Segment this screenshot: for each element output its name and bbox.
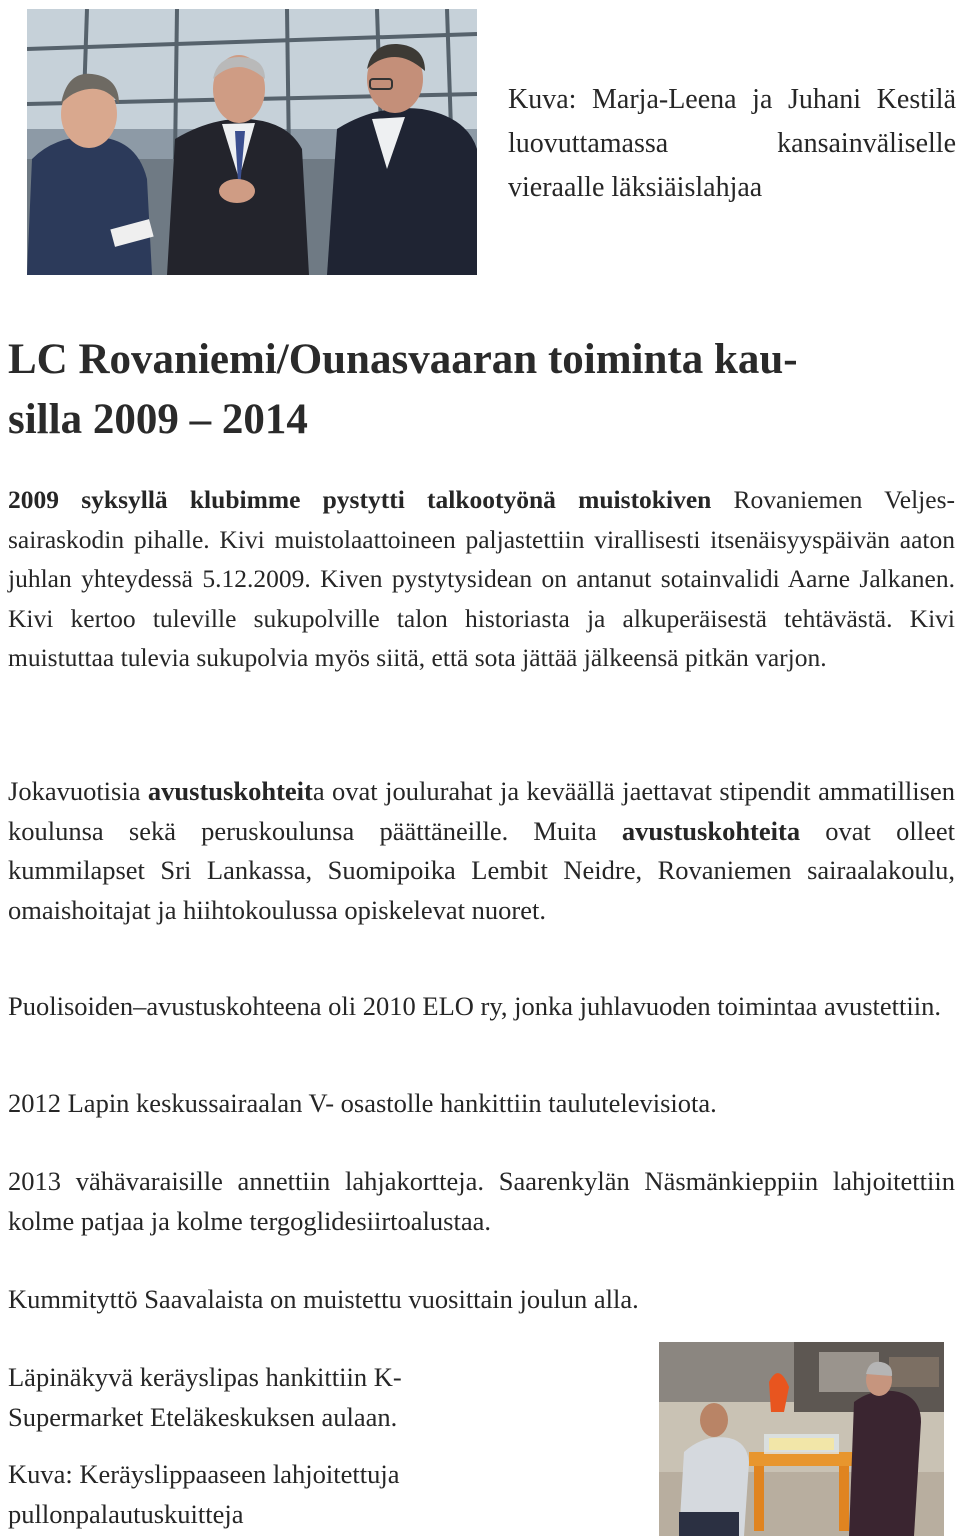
- headline-line-2: silla 2009 – 2014: [8, 396, 308, 443]
- paragraph-collection-box: Läpinäkyvä keräyslipas hankittiin K-Supermarket Eteläkeskuksen aulaan.: [8, 1362, 402, 1432]
- photo-gift-presentation-image: [27, 9, 477, 275]
- photo-gift-presentation: [27, 9, 477, 275]
- donation-bold-1: avustuskohteit: [147, 776, 313, 806]
- photo-collection-box: [659, 1342, 944, 1536]
- paragraph-spouses-donation: Puolisoiden–avustuskohteena oli 2010 ELO ry, jonka juhlavuoden toimintaa avustettiin.: [8, 991, 941, 1021]
- paragraph-2012: 2012 Lapin keskussairaalan V- osastolle hankittiin taulutelevisiota.: [8, 1088, 717, 1118]
- memorial-stone-text: Rovaniemen Veljes-sairaskodin pihalle. Kivi muistolaattoineen paljastettiin virallisesti itsenäisyyspäivän aaton juhlan yhteydessä 5.12.2009. Kiven pystytysidean on antanut sotainvalidi Aarne Jalkanen. Kivi kertoo tuleville sukupolville talon historiasta ja alkuperäisestä tehtävästä. Kivi muistuttaa tulevia sukupolvia myös siitä, että sota jättää jälkeensä pitkän varjon.: [8, 485, 955, 672]
- donation-text-2: a ovat joulurahat ja keväällä jaettavat stipendit ammatillisen koulunsa sekä peruskoulunsa päättäneille. Muita: [8, 776, 955, 846]
- paragraph-2013: 2013 vähävaraisille annettiin lahjakortteja. Saarenkylän Näsmänkieppiin lahjoitettiin kolme patjaa ja kolme tergoglidesiirtoalustaa.: [8, 1166, 955, 1236]
- paragraph-memorial-stone: [8, 480, 955, 678]
- donation-text-3: ovat olleet kummilapset Sri Lankassa, Suomipoika Lembit Neidre, Rovaniemen sairaalakoulu, omaishoitajat ja hiihtokoulussa opiskelevat nuoret.: [8, 815, 955, 925]
- article-headline: [8, 330, 948, 450]
- photo-caption-top: Kuva: Marja-Leena ja Juhani Kestilä luovuttamassa kansainväliselle vieraalle läksiäislahjaa: [508, 84, 956, 203]
- headline-line-1: LC Rovaniemi/Ounasvaaran toiminta kau-: [8, 336, 798, 383]
- photo-caption-bottom: Kuva: Keräyslippaaseen lahjoitettuja pullonpalautuskuitteja: [8, 1459, 400, 1529]
- paragraph-donation-targets: [8, 772, 955, 930]
- paragraph-sponsor-child: Kummityttö Saavalaista on muistettu vuosittain joulun alla.: [8, 1284, 639, 1314]
- photo-collection-box-image: [659, 1342, 944, 1536]
- donation-text-1: Jokavuotisia: [8, 776, 148, 806]
- memorial-stone-lead: 2009 syksyllä klubimme pystytti talkootyönä muistokiven: [8, 485, 712, 514]
- donation-bold-2: avustuskohteita: [621, 815, 801, 846]
